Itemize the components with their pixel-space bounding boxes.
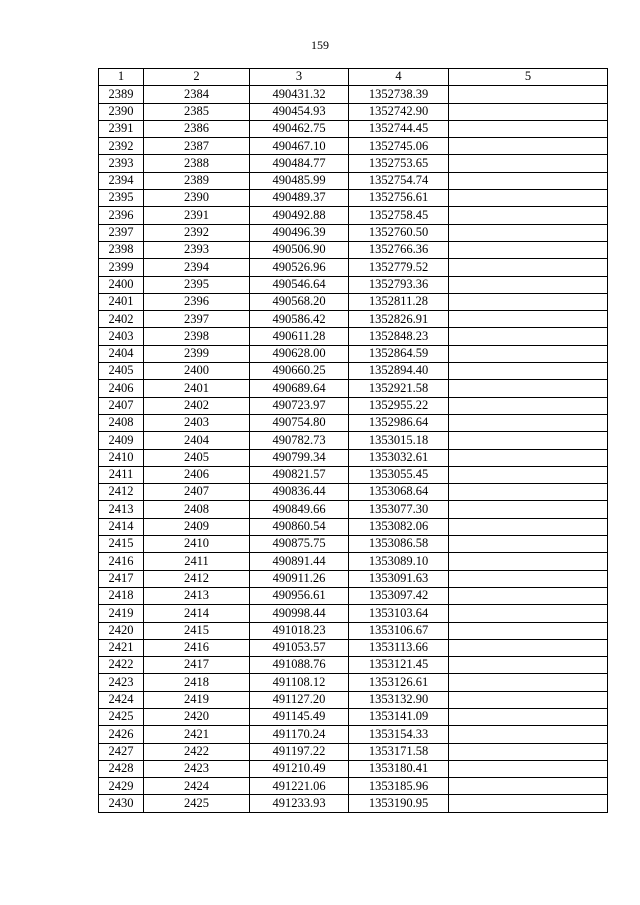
table-cell: 1352760.50 (349, 224, 449, 241)
table-cell (449, 587, 608, 604)
table-cell: 2413 (144, 587, 250, 604)
table-cell: 2429 (99, 778, 144, 795)
table-cell: 490891.44 (250, 553, 349, 570)
table-row (99, 760, 608, 777)
table-row (99, 587, 608, 604)
table-cell (449, 484, 608, 501)
table-cell: 2428 (99, 760, 144, 777)
table-cell: 490506.90 (250, 241, 349, 258)
table-cell: 2400 (99, 276, 144, 293)
table-cell: 1352766.36 (349, 241, 449, 258)
table-row (99, 86, 608, 103)
table-cell (449, 259, 608, 276)
table-cell: 1353032.61 (349, 449, 449, 466)
table-cell: 490782.73 (250, 432, 349, 449)
table-cell: 2387 (144, 138, 250, 155)
table-cell: 491233.93 (250, 795, 349, 812)
table-cell: 2401 (99, 293, 144, 310)
table-cell: 2401 (144, 380, 250, 397)
table-cell (449, 86, 608, 103)
table-cell (449, 276, 608, 293)
table-cell: 1353091.63 (349, 570, 449, 587)
table-cell: 2406 (99, 380, 144, 397)
table-cell: 491127.20 (250, 691, 349, 708)
table-cell: 2418 (99, 587, 144, 604)
table-cell: 490568.20 (250, 293, 349, 310)
table-cell: 490836.44 (250, 484, 349, 501)
table-row (99, 414, 608, 431)
table-cell: 1352921.58 (349, 380, 449, 397)
table-cell: 2412 (144, 570, 250, 587)
table-cell: 490492.88 (250, 207, 349, 224)
table-row (99, 172, 608, 189)
table-cell: 1352894.40 (349, 363, 449, 380)
table-cell: 2389 (144, 172, 250, 189)
column-header: 3 (250, 69, 349, 86)
table-cell: 2425 (99, 708, 144, 725)
table-cell: 1352745.06 (349, 138, 449, 155)
table-cell: 1353126.61 (349, 674, 449, 691)
table-row (99, 536, 608, 553)
table-row (99, 657, 608, 674)
table-row (99, 120, 608, 137)
table-cell: 2404 (144, 432, 250, 449)
table-cell: 2416 (144, 639, 250, 656)
table-cell: 490998.44 (250, 605, 349, 622)
table-cell: 1352955.22 (349, 397, 449, 414)
table-cell: 2392 (144, 224, 250, 241)
table-cell: 2420 (99, 622, 144, 639)
table-cell: 2390 (144, 190, 250, 207)
table-cell: 1353154.33 (349, 726, 449, 743)
table-cell: 490467.10 (250, 138, 349, 155)
table-cell (449, 241, 608, 258)
table-cell: 2407 (99, 397, 144, 414)
table-cell: 2397 (144, 311, 250, 328)
table-cell: 1352742.90 (349, 103, 449, 120)
table-cell: 2422 (99, 657, 144, 674)
table-cell (449, 657, 608, 674)
table-cell: 490586.42 (250, 311, 349, 328)
table-row (99, 622, 608, 639)
table-cell: 490956.61 (250, 587, 349, 604)
table-cell: 490911.26 (250, 570, 349, 587)
table-cell: 2391 (99, 120, 144, 137)
column-header: 4 (349, 69, 449, 86)
table-row (99, 518, 608, 535)
table-cell (449, 674, 608, 691)
table-row (99, 155, 608, 172)
table-cell: 1353015.18 (349, 432, 449, 449)
column-header: 5 (449, 69, 608, 86)
table-row (99, 484, 608, 501)
table-cell: 2416 (99, 553, 144, 570)
table-cell: 1353141.09 (349, 708, 449, 725)
table-row (99, 103, 608, 120)
table-cell: 1352779.52 (349, 259, 449, 276)
table-cell: 1352864.59 (349, 345, 449, 362)
table-cell: 2408 (99, 414, 144, 431)
table-row (99, 795, 608, 812)
table-cell: 2396 (99, 207, 144, 224)
table-cell (449, 466, 608, 483)
table-cell: 490799.34 (250, 449, 349, 466)
table-cell: 1353171.58 (349, 743, 449, 760)
table-row (99, 138, 608, 155)
table-cell (449, 778, 608, 795)
coordinates-table (98, 68, 608, 813)
table-cell (449, 760, 608, 777)
table-cell (449, 380, 608, 397)
table-cell (449, 311, 608, 328)
table-cell: 2421 (144, 726, 250, 743)
table-row (99, 259, 608, 276)
table-cell (449, 293, 608, 310)
table-cell (449, 363, 608, 380)
table-cell: 1352753.65 (349, 155, 449, 172)
table-cell: 2399 (99, 259, 144, 276)
table-cell (449, 190, 608, 207)
table-cell: 2415 (144, 622, 250, 639)
table-cell (449, 639, 608, 656)
table-cell: 2400 (144, 363, 250, 380)
table-cell: 2430 (99, 795, 144, 812)
table-cell: 2424 (99, 691, 144, 708)
table-cell: 1352793.36 (349, 276, 449, 293)
table-cell: 2410 (99, 449, 144, 466)
table-cell: 490875.75 (250, 536, 349, 553)
table-cell: 490689.64 (250, 380, 349, 397)
table-cell (449, 605, 608, 622)
table-cell: 2421 (99, 639, 144, 656)
table-cell: 491197.22 (250, 743, 349, 760)
table-cell: 2426 (99, 726, 144, 743)
table-cell (449, 518, 608, 535)
table-row (99, 726, 608, 743)
table-cell: 1353068.64 (349, 484, 449, 501)
page-number: 159 (311, 38, 329, 52)
table-cell: 2398 (99, 241, 144, 258)
table-cell: 2414 (99, 518, 144, 535)
table-cell (449, 155, 608, 172)
table-cell (449, 553, 608, 570)
table-cell: 2411 (144, 553, 250, 570)
table-cell: 2427 (99, 743, 144, 760)
table-cell (449, 726, 608, 743)
table-cell: 1353086.58 (349, 536, 449, 553)
table-cell: 1353190.95 (349, 795, 449, 812)
table-cell: 1352758.45 (349, 207, 449, 224)
table-row (99, 449, 608, 466)
table-cell: 2424 (144, 778, 250, 795)
table-cell: 490860.54 (250, 518, 349, 535)
table-cell: 1353082.06 (349, 518, 449, 535)
table-row (99, 328, 608, 345)
table-cell: 2395 (99, 190, 144, 207)
table-body (99, 86, 608, 812)
table-cell: 1353180.41 (349, 760, 449, 777)
table-cell: 491221.06 (250, 778, 349, 795)
table-cell (449, 103, 608, 120)
table-cell: 2414 (144, 605, 250, 622)
table-cell: 2417 (99, 570, 144, 587)
table-cell (449, 622, 608, 639)
table-cell: 2423 (99, 674, 144, 691)
table-row (99, 363, 608, 380)
table-cell: 2422 (144, 743, 250, 760)
table-cell: 2405 (144, 449, 250, 466)
table-row (99, 553, 608, 570)
table-cell: 491088.76 (250, 657, 349, 674)
table-cell: 491145.49 (250, 708, 349, 725)
table-cell (449, 120, 608, 137)
table-cell (449, 397, 608, 414)
table-cell: 2403 (99, 328, 144, 345)
table-cell: 1352986.64 (349, 414, 449, 431)
table-cell: 2392 (99, 138, 144, 155)
table-cell: 491053.57 (250, 639, 349, 656)
table-cell: 1353055.45 (349, 466, 449, 483)
table-row (99, 743, 608, 760)
table-cell: 1353185.96 (349, 778, 449, 795)
table-cell: 490484.77 (250, 155, 349, 172)
table-row (99, 778, 608, 795)
table-cell: 2409 (99, 432, 144, 449)
table-cell: 2410 (144, 536, 250, 553)
table-cell: 2402 (144, 397, 250, 414)
table-cell: 2395 (144, 276, 250, 293)
table-cell: 2415 (99, 536, 144, 553)
table-cell: 2394 (144, 259, 250, 276)
table-row (99, 293, 608, 310)
table-row (99, 639, 608, 656)
table-cell (449, 138, 608, 155)
table-cell: 1353113.66 (349, 639, 449, 656)
table-cell: 2397 (99, 224, 144, 241)
table-cell: 491170.24 (250, 726, 349, 743)
table-cell: 2409 (144, 518, 250, 535)
table-cell: 2423 (144, 760, 250, 777)
table-cell: 2406 (144, 466, 250, 483)
table-cell: 2413 (99, 501, 144, 518)
table-row (99, 311, 608, 328)
table-cell: 2403 (144, 414, 250, 431)
table-row (99, 276, 608, 293)
table-cell: 2419 (144, 691, 250, 708)
table-cell: 491210.49 (250, 760, 349, 777)
table-cell: 2385 (144, 103, 250, 120)
table-cell: 1353089.10 (349, 553, 449, 570)
table-row (99, 397, 608, 414)
table-cell: 1352754.74 (349, 172, 449, 189)
table-cell: 2384 (144, 86, 250, 103)
table-cell: 2405 (99, 363, 144, 380)
table-cell: 490454.93 (250, 103, 349, 120)
table-cell: 2388 (144, 155, 250, 172)
table-cell (449, 328, 608, 345)
table-cell: 2419 (99, 605, 144, 622)
table-cell: 1353103.64 (349, 605, 449, 622)
table-row (99, 207, 608, 224)
table-cell (449, 743, 608, 760)
table-cell: 2390 (99, 103, 144, 120)
table-header-row (99, 69, 608, 86)
table-row (99, 674, 608, 691)
table-row (99, 501, 608, 518)
table-cell: 2412 (99, 484, 144, 501)
table-cell (449, 570, 608, 587)
table-cell: 490723.97 (250, 397, 349, 414)
table-cell: 490628.00 (250, 345, 349, 362)
table-cell: 2418 (144, 674, 250, 691)
table-cell: 2398 (144, 328, 250, 345)
table-cell: 2402 (99, 311, 144, 328)
table-row (99, 691, 608, 708)
table-cell (449, 708, 608, 725)
table-row (99, 345, 608, 362)
table-row (99, 224, 608, 241)
table-row (99, 605, 608, 622)
table-cell: 1352811.28 (349, 293, 449, 310)
table-cell: 2404 (99, 345, 144, 362)
table-cell: 490526.96 (250, 259, 349, 276)
table-cell: 1352826.91 (349, 311, 449, 328)
table-cell (449, 414, 608, 431)
table-cell: 490546.64 (250, 276, 349, 293)
table-row (99, 380, 608, 397)
table-cell (449, 691, 608, 708)
table-cell: 2411 (99, 466, 144, 483)
table-cell: 2394 (99, 172, 144, 189)
table-cell (449, 536, 608, 553)
table-cell (449, 795, 608, 812)
table-cell: 1353097.42 (349, 587, 449, 604)
table-cell: 490849.66 (250, 501, 349, 518)
table-cell: 491018.23 (250, 622, 349, 639)
table-cell (449, 224, 608, 241)
table-cell: 2389 (99, 86, 144, 103)
table-cell: 2399 (144, 345, 250, 362)
table-cell: 1353121.45 (349, 657, 449, 674)
table-row (99, 570, 608, 587)
table-cell (449, 501, 608, 518)
table-cell: 2393 (144, 241, 250, 258)
table-cell: 2425 (144, 795, 250, 812)
table-cell: 1353106.67 (349, 622, 449, 639)
table-cell: 1353132.90 (349, 691, 449, 708)
table-cell: 490462.75 (250, 120, 349, 137)
table-cell: 490611.28 (250, 328, 349, 345)
table-cell (449, 449, 608, 466)
table-cell: 2420 (144, 708, 250, 725)
table-cell: 2396 (144, 293, 250, 310)
table-cell: 2407 (144, 484, 250, 501)
table-cell (449, 207, 608, 224)
table-cell: 491108.12 (250, 674, 349, 691)
table-cell (449, 432, 608, 449)
table-cell: 490485.99 (250, 172, 349, 189)
table-cell: 2417 (144, 657, 250, 674)
column-header: 1 (99, 69, 144, 86)
table-cell: 1352848.23 (349, 328, 449, 345)
table-cell: 490489.37 (250, 190, 349, 207)
column-header: 2 (144, 69, 250, 86)
table-row (99, 241, 608, 258)
table-cell: 490431.32 (250, 86, 349, 103)
table-cell (449, 345, 608, 362)
table-row (99, 708, 608, 725)
table-cell: 2386 (144, 120, 250, 137)
table-cell: 490660.25 (250, 363, 349, 380)
table-cell: 2408 (144, 501, 250, 518)
table-cell (449, 172, 608, 189)
table-cell: 490821.57 (250, 466, 349, 483)
table-row (99, 432, 608, 449)
table-cell: 490496.39 (250, 224, 349, 241)
table-cell: 490754.80 (250, 414, 349, 431)
table-cell: 1353077.30 (349, 501, 449, 518)
table-row (99, 190, 608, 207)
table-cell: 1352744.45 (349, 120, 449, 137)
table-row (99, 466, 608, 483)
table-cell: 1352738.39 (349, 86, 449, 103)
table-cell: 2391 (144, 207, 250, 224)
table-cell: 2393 (99, 155, 144, 172)
table-cell: 1352756.61 (349, 190, 449, 207)
